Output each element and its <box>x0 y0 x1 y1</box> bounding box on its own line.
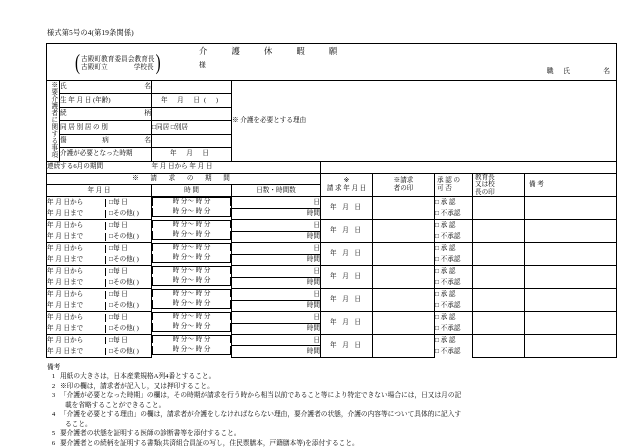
cell-date-to[interactable] <box>47 208 152 220</box>
cell-request-date[interactable]: 年 月 日 <box>321 335 373 358</box>
cell-hours[interactable]: 時間 <box>232 254 321 266</box>
cell-official-seal[interactable] <box>473 243 525 266</box>
cell-request-seal[interactable] <box>373 197 435 220</box>
cell-time-from[interactable]: 時 分～ 時 分 <box>152 289 231 298</box>
date-from-text: 年 月 日から <box>47 244 84 252</box>
shimei-label: 名 <box>603 67 611 75</box>
cell-days[interactable]: 日 <box>232 220 321 232</box>
cell-hours[interactable]: 時間 <box>232 208 321 220</box>
cell-time-to[interactable]: 時 分～ 時 分 <box>152 231 231 240</box>
header-cell <box>47 43 617 80</box>
date-from-text: 年 月 日から <box>47 290 84 298</box>
care-reason-label: ※ 介護を必要とする理由 <box>232 116 307 124</box>
cell-request-seal[interactable] <box>373 220 435 243</box>
cell-request-date[interactable]: 年 月 日 <box>321 266 373 289</box>
cell-remarks[interactable] <box>525 312 617 335</box>
cell-remarks[interactable] <box>525 266 617 289</box>
table-row <box>47 289 617 301</box>
cell-hours[interactable]: 時間 <box>232 231 321 243</box>
date-to-text: 年 月 日まで <box>47 347 84 355</box>
note-text: 「介護を必要とする理由」の欄は，請求者が介護をしなければならない理由，要介護者の状態，介護の内容等について具体的に記入す ること。 <box>60 411 462 428</box>
continuous-period-spacer <box>321 161 617 173</box>
field-continuous-period[interactable]: 年 月 日から 年 月 日 <box>152 161 321 173</box>
addressee-line1: 古殿町教育委員会教育長 <box>81 55 155 63</box>
cell-time-to[interactable]: 時 分～ 時 分 <box>152 323 231 332</box>
date-from-text: 年 月 日から <box>47 221 84 229</box>
paren-close: ) <box>155 52 161 76</box>
cell-date-from[interactable] <box>47 266 152 278</box>
note-text: ※印の欄は，請求者が記入し，又は押印すること。 <box>60 382 214 390</box>
cell-hours[interactable]: 時間 <box>232 277 321 289</box>
checkbox-approve[interactable]: □ 承 認 <box>435 222 456 230</box>
cell-date-from[interactable] <box>47 335 152 346</box>
check-daily[interactable]: □毎 日 <box>105 314 151 322</box>
field-name[interactable] <box>152 80 232 93</box>
notes-title: 備考 <box>47 363 61 371</box>
cell-approval[interactable] <box>435 266 473 289</box>
cell-request-seal[interactable] <box>373 289 435 312</box>
request-rows-body <box>47 197 617 358</box>
cell-remarks[interactable] <box>525 197 617 220</box>
cell-time-to[interactable]: 時 分～ 時 分 <box>152 277 231 286</box>
checkbox-disapprove[interactable]: □ 不承認 <box>435 233 461 241</box>
date-to-text: 年 月 日まで <box>47 255 84 263</box>
table-row <box>47 197 617 209</box>
date-to-text: 年 月 日まで <box>47 209 84 217</box>
checkbox-disapprove[interactable]: □ 不承認 <box>435 302 461 310</box>
notes-section <box>46 363 616 448</box>
request-group-header-row <box>47 173 617 185</box>
cell-date-from[interactable] <box>47 243 152 255</box>
paren-open: ( <box>75 52 80 76</box>
cell-official-seal[interactable] <box>473 220 525 243</box>
checkbox-approve[interactable]: □ 承 認 <box>435 291 456 299</box>
checkbox-approve[interactable]: □ 承 認 <box>435 337 456 345</box>
note-item <box>47 382 616 392</box>
cell-time-to[interactable]: 時 分～ 時 分 <box>152 254 231 263</box>
table-row <box>47 220 617 232</box>
check-daily[interactable]: □毎 日 <box>105 337 151 345</box>
cell-remarks[interactable] <box>525 220 617 243</box>
checkbox-disapprove[interactable]: □ 不承認 <box>435 210 461 218</box>
note-number: 2 <box>51 382 56 390</box>
addressee-block <box>75 52 161 76</box>
check-other[interactable]: □その他( ) <box>105 348 151 356</box>
cell-request-date[interactable]: 年 月 日 <box>321 197 373 220</box>
cell-request-date[interactable]: 年 月 日 <box>321 312 373 335</box>
check-daily[interactable]: □毎 日 <box>105 245 151 253</box>
col-time: 時 間 <box>152 185 232 197</box>
cell-official-seal[interactable] <box>473 197 525 220</box>
cell-official-seal[interactable] <box>473 312 525 335</box>
label-birthdate: 生 年 月 日 (年齢) <box>60 94 152 107</box>
field-relationship[interactable] <box>152 107 232 120</box>
cell-hours[interactable]: 時間 <box>232 323 321 335</box>
cell-date-to[interactable] <box>47 346 152 357</box>
note-text: 要介護者との続柄を証明する書類(共済組合員証の写し，住民票膳本，戸籍膳本等)を添付すること。 <box>60 439 359 447</box>
check-other[interactable]: □その他( ) <box>105 233 151 241</box>
col-official-seal: 教育長 又は校 長の印 <box>473 173 525 197</box>
request-group-header: ※ 請 求 の 期 間 <box>47 173 321 185</box>
col-count: 日数・時間数 <box>232 185 321 197</box>
label-illness: 傷 病 名 <box>60 134 152 147</box>
date-to-text: 年 月 日まで <box>47 278 84 286</box>
col-date: 年 月 日 <box>47 185 152 197</box>
cell-official-seal[interactable] <box>473 266 525 289</box>
cell-request-seal[interactable] <box>373 312 435 335</box>
cell-request-seal[interactable] <box>373 266 435 289</box>
note-item <box>47 439 616 448</box>
continuous-period-row <box>47 161 617 173</box>
col-approval: 承 認 の 可 否 <box>435 173 473 197</box>
table-row <box>47 243 617 255</box>
cell-days[interactable]: 日 <box>232 243 321 255</box>
cell-time-to[interactable]: 時 分～ 時 分 <box>152 300 231 309</box>
cell-time-to[interactable]: 時 分～ 時 分 <box>152 346 231 355</box>
checkbox-approve[interactable]: □ 承 認 <box>435 199 456 207</box>
check-other[interactable]: □その他( ) <box>105 279 151 287</box>
cell-time-from[interactable]: 時 分～ 時 分 <box>152 266 231 275</box>
label-residence: 同 居 別 居 の 別 <box>60 121 152 134</box>
checkbox-disapprove[interactable]: □ 不承認 <box>435 325 461 333</box>
cell-hours[interactable]: 時間 <box>232 300 321 312</box>
cell-hours[interactable]: 時間 <box>232 346 321 357</box>
cell-days[interactable]: 日 <box>232 335 321 346</box>
header-row <box>47 43 617 80</box>
note-number: 1 <box>51 373 56 381</box>
applicant-row-name <box>47 80 617 93</box>
addressee-line2b: 学校長 <box>133 64 154 72</box>
main-form-table <box>46 43 617 358</box>
field-illness[interactable] <box>152 134 232 147</box>
cell-remarks[interactable] <box>525 243 617 266</box>
field-care-reason[interactable] <box>232 80 617 161</box>
cell-time-from[interactable]: 時 分～ 時 分 <box>152 197 231 206</box>
date-from-text: 年 月 日から <box>47 198 84 206</box>
checkbox-disapprove[interactable]: □ 不承認 <box>435 348 461 356</box>
note-item <box>47 429 616 439</box>
cell-request-seal[interactable] <box>373 335 435 358</box>
cell-remarks[interactable] <box>525 335 617 358</box>
cell-official-seal[interactable] <box>473 289 525 312</box>
note-item <box>47 391 616 410</box>
addressee-line2: 古殿町立 <box>81 64 108 72</box>
check-other[interactable]: □その他( ) <box>105 256 151 264</box>
note-number: 3 <box>51 392 56 400</box>
check-other[interactable]: □その他( ) <box>105 302 151 310</box>
cell-approval[interactable] <box>435 312 473 335</box>
applicant-vertical-label: ※要介護者に関する事項 <box>47 80 60 161</box>
form-number: 様式第5号の4(第19条関係) <box>47 29 134 37</box>
checkbox-approve[interactable]: □ 承 認 <box>435 268 456 276</box>
note-text: 「介護が必要となった時期」の欄は，その時期が請求を行う時から相当以前であること等により特定できない場合には，日又は月の記 載を省略することができること。 <box>60 392 462 409</box>
cell-approval[interactable] <box>435 289 473 312</box>
cell-time-from[interactable]: 時 分～ 時 分 <box>152 335 231 344</box>
note-text: 要介護者の状態を証明する医師の診断書等を添付すること。 <box>60 430 241 438</box>
note-item <box>47 410 616 429</box>
col-request-date: ※ 請 求 年 月 日 <box>321 173 373 197</box>
table-row <box>47 312 617 324</box>
cell-date-to[interactable] <box>47 231 152 243</box>
cell-request-date[interactable]: 年 月 日 <box>321 289 373 312</box>
date-from-text: 年 月 日から <box>47 313 84 321</box>
date-to-text: 年 月 日まで <box>47 324 84 332</box>
cell-date-from[interactable] <box>47 197 152 209</box>
cell-approval[interactable] <box>435 243 473 266</box>
note-number: 5 <box>51 430 56 438</box>
date-to-text: 年 月 日まで <box>47 301 84 309</box>
field-birthdate[interactable]: 年 月 日( ) <box>152 94 232 107</box>
check-daily[interactable]: □毎 日 <box>105 268 151 276</box>
field-care-start[interactable]: 年 月 日 <box>152 148 232 161</box>
label-care-start: 介護が必要となった時期 <box>60 148 152 161</box>
cell-approval[interactable] <box>435 220 473 243</box>
table-row <box>47 335 617 346</box>
table-row <box>47 266 617 278</box>
checkbox-approve[interactable]: □ 承 認 <box>435 245 456 253</box>
notes-list <box>46 372 616 448</box>
check-other[interactable]: □その他( ) <box>105 210 151 218</box>
cell-date-to[interactable] <box>47 254 152 266</box>
cell-request-date[interactable]: 年 月 日 <box>321 243 373 266</box>
checkbox-approve[interactable]: □ 承 認 <box>435 314 456 322</box>
checkbox-disapprove[interactable]: □ 不承認 <box>435 279 461 287</box>
cell-time-to[interactable]: 時 分～ 時 分 <box>152 208 231 217</box>
cell-days[interactable]: 日 <box>232 266 321 278</box>
cell-approval[interactable] <box>435 335 473 358</box>
note-text: 用紙の大きさは，日本産業規格A列4番とすること。 <box>60 373 216 381</box>
cell-date-from[interactable] <box>47 289 152 301</box>
field-residence-checkboxes[interactable]: □同居 □別居 <box>152 121 232 134</box>
cell-approval[interactable] <box>435 197 473 220</box>
shokumei-label: 職 氏 <box>546 67 575 75</box>
label-name: 氏 名 <box>60 80 152 93</box>
note-item <box>47 372 616 382</box>
date-to-text: 年 月 日まで <box>47 232 84 240</box>
col-request-seal: ※請求 者の印 <box>373 173 435 197</box>
date-from-text: 年 月 日から <box>47 267 84 275</box>
checkbox-disapprove[interactable]: □ 不承認 <box>435 256 461 264</box>
check-other[interactable]: □その他( ) <box>105 325 151 333</box>
cell-official-seal[interactable] <box>473 335 525 358</box>
cell-date-from[interactable] <box>47 220 152 232</box>
page-title: 介 護 休 暇 願 <box>199 46 349 56</box>
check-daily[interactable]: □毎 日 <box>105 291 151 299</box>
note-number: 6 <box>51 439 56 447</box>
cell-days[interactable]: 日 <box>232 312 321 324</box>
check-daily[interactable]: □毎 日 <box>105 222 151 230</box>
cell-date-to[interactable] <box>47 323 152 335</box>
date-from-text: 年 月 日から <box>47 336 84 344</box>
col-remarks: 備 考 <box>525 173 617 197</box>
cell-days[interactable]: 日 <box>232 197 321 209</box>
cell-days[interactable]: 日 <box>232 289 321 301</box>
note-number: 4 <box>51 411 56 419</box>
cell-date-from[interactable] <box>47 312 152 324</box>
label-continuous-period: 連続する6月の期間 <box>47 161 152 173</box>
label-relationship: 続 柄 <box>60 107 152 120</box>
cell-time-from[interactable]: 時 分～ 時 分 <box>152 312 231 321</box>
cell-time-from[interactable]: 時 分～ 時 分 <box>152 220 231 229</box>
cell-remarks[interactable] <box>525 289 617 312</box>
cell-date-to[interactable] <box>47 277 152 289</box>
cell-request-date[interactable]: 年 月 日 <box>321 220 373 243</box>
sama-label: 様 <box>199 61 206 69</box>
cell-time-from[interactable]: 時 分～ 時 分 <box>152 243 231 252</box>
cell-request-seal[interactable] <box>373 243 435 266</box>
cell-date-to[interactable] <box>47 300 152 312</box>
check-daily[interactable]: □毎 日 <box>105 199 151 207</box>
